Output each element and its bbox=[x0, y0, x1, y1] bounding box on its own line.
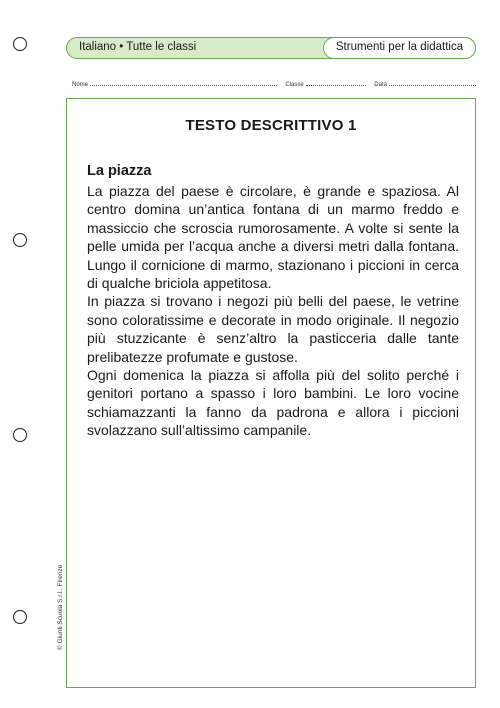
date-label: Data bbox=[374, 82, 387, 88]
content-box bbox=[66, 98, 476, 688]
paragraph-3: Ogni domenica la piazza si affolla più del solito perché i genitori portano a spasso i loro bambini. Le loro vocine schiamazzanti la fanno da padrona e allora i piccioni svolazzano sull’altissimo campanile. bbox=[87, 367, 459, 439]
document-title: TESTO DESCRITTIVO 1 bbox=[185, 117, 357, 134]
text-heading: La piazza bbox=[87, 163, 152, 179]
binder-hole-bottom bbox=[13, 610, 27, 624]
class-label: Classe bbox=[285, 82, 304, 88]
text-body bbox=[87, 182, 459, 440]
name-label: Nome bbox=[72, 82, 89, 88]
student-info-line bbox=[72, 80, 476, 88]
binder-hole-upper-middle bbox=[13, 233, 27, 247]
subject-label: Italiano • Tutte le classi bbox=[79, 41, 197, 53]
binder-hole-lower-middle bbox=[13, 428, 27, 442]
name-field[interactable] bbox=[90, 80, 277, 86]
class-field[interactable] bbox=[306, 80, 367, 86]
series-label: Strumenti per la didattica bbox=[323, 37, 476, 59]
paragraph-2: In piazza si trovano i negozi più belli del paese, le vetrine sono coloratissime e decorate in modo originale. Il negozio più stuzzicante è senz’altro la pasticceria dalle tante prelibatezze profumate e gustose. bbox=[87, 293, 459, 365]
binder-hole-top bbox=[13, 37, 27, 51]
header-band bbox=[66, 37, 476, 59]
copyright-notice: © Giunti Scuola S.r.l., Firenze bbox=[57, 564, 64, 650]
paragraph-1: La piazza del paese è circolare, è grande e spaziosa. Al centro domina un’antica fontana di un marmo freddo e massiccio che scroscia rumorosamente. A volte si sente la pelle umida per l’acqua anche a diversi metri dalla fontana. Lungo il cornicione di marmo, stazionano i piccioni in cerca di qualche briciola appetitosa. bbox=[87, 183, 459, 292]
date-field[interactable] bbox=[389, 80, 476, 86]
